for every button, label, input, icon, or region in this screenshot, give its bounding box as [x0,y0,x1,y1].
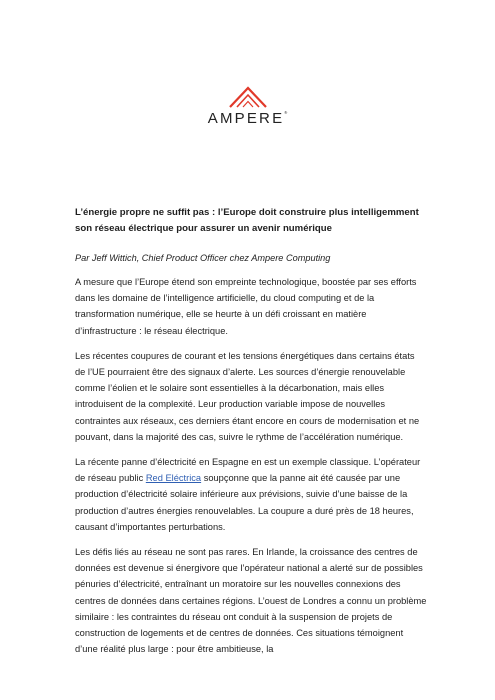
logo-wordmark [208,110,288,127]
article-title [75,205,427,237]
paragraph-3-intro: La récente panne d’électricité en Espagne en est un exemple classique. L’opérateur de réseau public [75,457,421,484]
paragraph-3 [75,454,427,535]
ampere-logo [0,86,495,127]
article [75,205,427,657]
paragraph-2: Les récentes coupures de courant et les tensions énergétiques dans certains états de l’UE pourraient être des signaux d’alerte. Les sources d’énergie renouvelable comme l’éolien et le solaire sont essentielles à la décarbonation, mais elles introduisent de la complexité. Leur production variable impose de nouvelles contraintes aux réseaux, ces derniers étant encore en cours de modernisation et ne pouvant, dans la majorité des cas, suivre le rythme de l’accélération numérique. [75,350,420,442]
title-line-1: L’énergie propre ne suffit pas : l’Europe doit construire plus intelligemment [75,207,419,218]
title-line-2: son réseau électrique pour assurer un avenir numérique [75,223,332,234]
paragraph-4: Les défis liés au réseau ne sont pas rares. En Irlande, la croissance des centres de données est devenue si énergivore que l’opérateur national a alerté sur de possibles pénuries d’électricité, entraînant un moratoire sur les nouvelles connexions des centres de données dans certaines régions. L’ouest de Londres a connu un problème similaire : les contraintes du réseau ont conduit à la suspension de projets de construction de logements et de centres de données. Ces situations témoignent d’une réalité plus large : pour être ambitieuse, la [75,547,427,655]
logo-trademark: ® [284,110,288,115]
logo-name: AMPERE [207,110,285,127]
ampere-chevron-icon [228,86,268,108]
red-electrica-link[interactable]: Red Eléctrica [145,473,202,484]
paragraph-1: A mesure que l’Europe étend son empreinte technologique, boostée par ses efforts dans les domaine de l’intelligence artificielle, du cloud computing et de la transformation numérique, elle se heurte à un défi croissant en matière d’infrastructure : le réseau électrique. [75,277,417,336]
paragraph-3-rest: soupçonne que la panne ait été causée par une production d’électricité solaire inférieure aux prévisions, suivie d’une baisse de la production d’autres énergies renouvelables. La coupure a duré près de 18 heures, causant d’importantes perturbations. [75,473,414,532]
article-byline: Par Jeff Wittich, Chief Product Officer chez Ampere Computing [75,253,331,263]
